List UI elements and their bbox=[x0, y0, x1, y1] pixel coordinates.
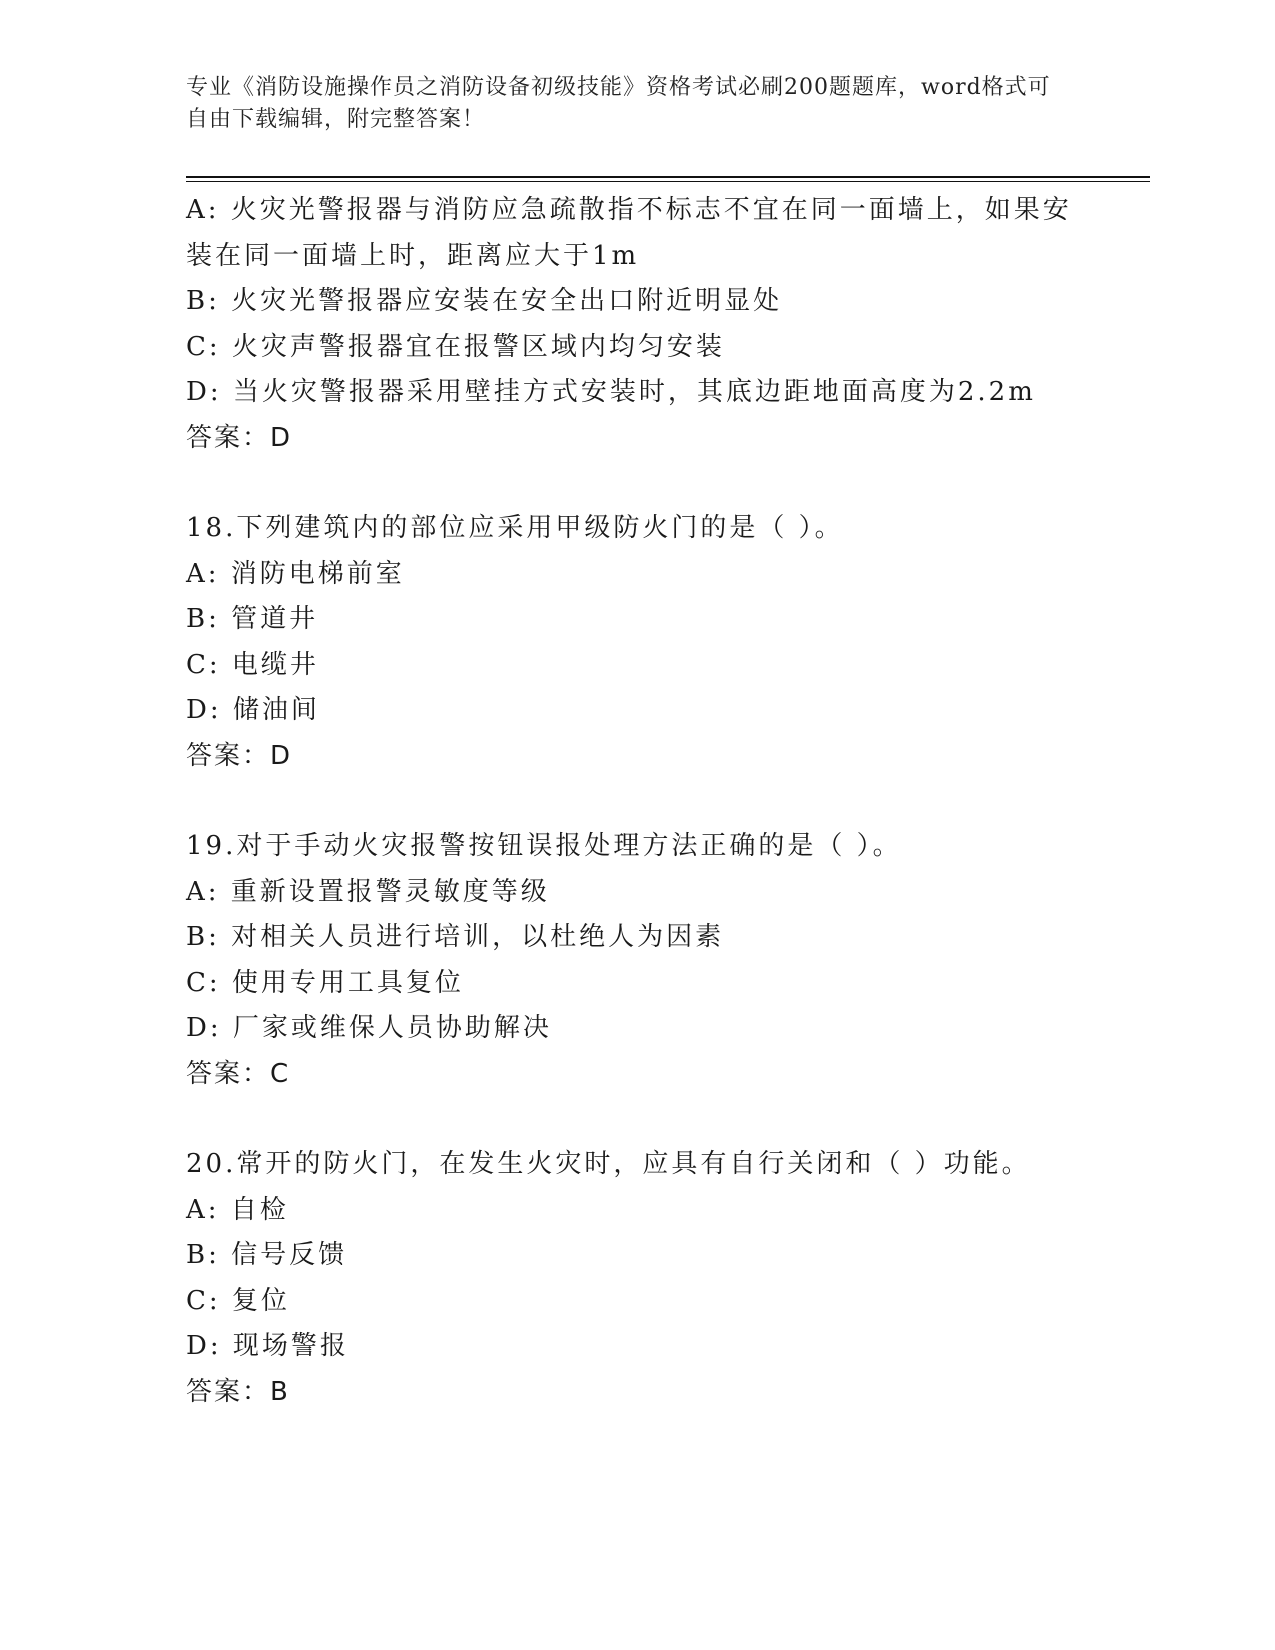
question-block-17 bbox=[186, 188, 1086, 461]
option-d: D: 储油间 bbox=[186, 695, 320, 725]
option-a: A: 重新设置报警灵敏度等级 bbox=[186, 876, 550, 907]
question-block-19 bbox=[186, 824, 1086, 1097]
option-a: A: 自检 bbox=[186, 1194, 289, 1225]
option-c: C: 复位 bbox=[186, 1285, 290, 1316]
question-block-20 bbox=[186, 1142, 1086, 1415]
answer: 答案：D bbox=[186, 422, 293, 453]
question-content bbox=[186, 188, 1086, 1415]
header-rule-thin bbox=[186, 181, 1150, 182]
option-a: A: 消防电梯前室 bbox=[186, 558, 405, 589]
question-title: 20.常开的防火门，在发生火灾时，应具有自行关闭和（ ）功能。 bbox=[186, 1149, 1031, 1179]
option-a-line2: 装在同一面墙上时，距离应大于1m bbox=[186, 240, 640, 271]
answer: 答案：C bbox=[186, 1058, 291, 1089]
header-rule-thick bbox=[186, 176, 1150, 178]
option-b: B: 管道井 bbox=[186, 604, 319, 634]
answer: 答案：B bbox=[186, 1376, 290, 1407]
question-title: 19.对于手动火灾报警按钮误报处理方法正确的是（ ）。 bbox=[186, 831, 902, 861]
option-c: C: 使用专用工具复位 bbox=[186, 967, 464, 998]
option-c: C: 电缆井 bbox=[186, 649, 319, 680]
option-b: B: 火灾光警报器应安装在安全出口附近明显处 bbox=[186, 286, 783, 316]
option-a-line1: A: 火灾光警报器与消防应急疏散指不标志不宜在同一面墙上，如果安 bbox=[186, 195, 1072, 225]
option-c: C: 火灾声警报器宜在报警区域内均匀安装 bbox=[186, 331, 725, 362]
question-title: 18.下列建筑内的部位应采用甲级防火门的是（ ）。 bbox=[186, 513, 844, 543]
document-header: 专业《消防设施操作员之消防设备初级技能》资格考试必刷200题题库，word格式可自由下载编辑，附完整答案！ bbox=[186, 75, 1051, 132]
answer: 答案：D bbox=[186, 740, 293, 771]
question-block-18 bbox=[186, 506, 1086, 779]
option-d: D: 当火灾警报器采用壁挂方式安装时，其底边距地面高度为2.2m bbox=[186, 377, 1036, 407]
option-b: B: 对相关人员进行培训，以杜绝人为因素 bbox=[186, 922, 725, 952]
option-d: D: 现场警报 bbox=[186, 1331, 349, 1361]
option-b: B: 信号反馈 bbox=[186, 1240, 348, 1270]
option-d: D: 厂家或维保人员协助解决 bbox=[186, 1013, 552, 1043]
